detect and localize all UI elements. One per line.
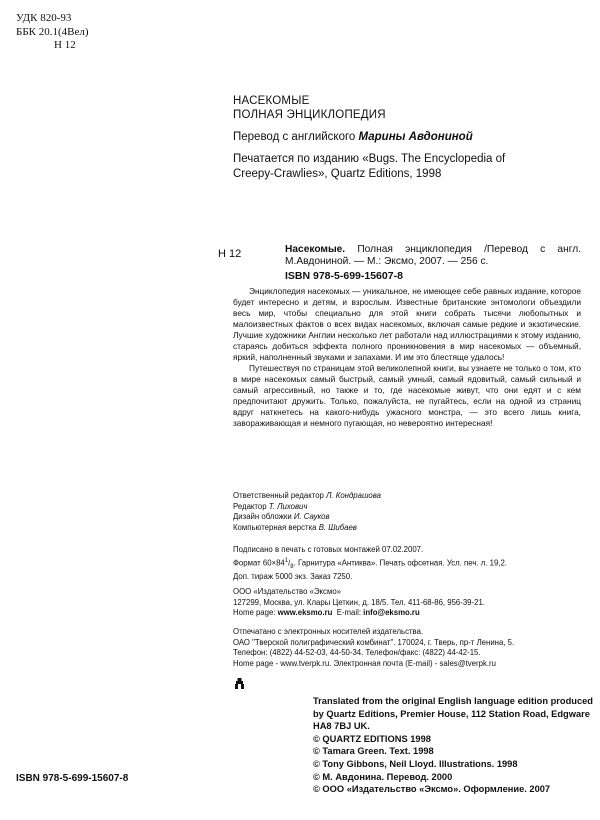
title-line-2: ПОЛНАЯ ЭНЦИКЛОПЕДИЯ xyxy=(233,109,386,121)
format-fraction-den: 8 xyxy=(290,563,294,570)
credit-line xyxy=(233,491,381,502)
translator-name: Марины Авдониной xyxy=(358,131,473,143)
format-text: Формат 60×84 xyxy=(233,558,285,568)
credit-en-line: Translated from the original English language edition produced xyxy=(313,696,593,706)
translation-prefix: Перевод с английского xyxy=(233,131,356,143)
annotation-paragraph: Энциклопедия насекомых — уникальное, не имеющее себе равных издание, которое будет интересно и детям, и взрослым. Известные британские энтомологи объездили весь мир, чтобы специально для этой книги собрать тысячи любопытных и малоизвестных фактов о всех видах насекомых, включая самые редкие и экзотические. Лучшие художники Англии несколько лет работали над иллюстрациями к этому изданию, стараясь добиться эффекта полного проникновения в мир насекомых — объемный, яркий, наполненный звуками и запахами. И им это блестяще удалось! xyxy=(233,286,581,362)
credit-role: Компьютерная верстка xyxy=(233,522,317,532)
print-line: Формат $60\times 84^1/_8$. Гарнитура «Антиква». Печать офсетная. Усл. печ. л. 19,2. xyxy=(233,557,507,570)
credit-role: Дизайн обложки xyxy=(233,512,292,521)
udk-code: УДК 820-93 xyxy=(16,12,72,24)
publisher-info xyxy=(233,587,485,619)
editorial-credits xyxy=(233,491,381,533)
credit-en-line: HA8 7BJ UK. xyxy=(313,721,370,732)
publisher-contacts xyxy=(233,608,485,619)
credit-name: И. Сауков xyxy=(293,512,330,521)
bibliographic-code: Н 12 xyxy=(218,248,242,260)
format-fraction-num: 1 xyxy=(284,557,289,564)
author-mark: Н 12 xyxy=(54,39,76,51)
print-info xyxy=(233,545,507,583)
credit-name: В. Шибаев xyxy=(318,522,357,532)
book-title xyxy=(233,94,386,122)
credit-line xyxy=(233,502,381,513)
publisher-website-link[interactable]: www.eksmo.ru xyxy=(277,608,333,617)
credit-en-line: © ООО «Издательство «Эксмо». Оформление. 2007 xyxy=(313,784,551,795)
original-edition: Печатается по изданию «Bugs. The Encyclopedia of Creepy-Crawlies», Quartz Editions, 1998 xyxy=(233,153,506,180)
printer-mark-icon xyxy=(235,678,244,689)
isbn-main: ISBN 978-5-699-15607-8 xyxy=(285,270,403,282)
credit-en-line: © Tony Gibbons, Neil Lloyd. Illustrations. 1998 xyxy=(313,758,518,769)
annotation-paragraph: Путешествуя по страницам этой великолепной книги, вы узнаете не только о том, кто в мире насекомых самый быстрый, самый умный, самый ядовитый, самый сильный и самый агрессивный, но также и то, где насекомые живут, что они едят и с кем предпочитают дружить. Только, пожалуйста, не пугайтесь, если на одной из страниц вдруг наткнетесь на какого-нибудь ужасного монстра, — это всего лишь книга, завораживающая и немного пугающая, но невероятно интересная! xyxy=(233,363,581,428)
bbk-code: ББК 20.1(4Вел) xyxy=(16,25,89,38)
credit-line xyxy=(233,512,381,523)
credit-role: Редактор xyxy=(233,501,267,511)
bibliographic-record xyxy=(285,244,581,268)
bibliographic-title: Насекомые. xyxy=(285,244,346,255)
publisher-name: ООО «Издательство «Эксмо» xyxy=(233,587,341,596)
print-line: Подписано в печать с готовых монтажей 07.02.2007. xyxy=(233,545,424,554)
printing-house-info xyxy=(233,627,514,669)
format-rest: . Гарнитура «Антиква». Печать офсетная. Усл. печ. л. 19,2. xyxy=(293,558,507,568)
annotation xyxy=(233,286,581,429)
print-line: Доп. тираж 5000 экз. Заказ 7250. xyxy=(233,572,353,582)
web-prefix: Home page: xyxy=(233,608,278,617)
credit-name: Л. Кондрашова xyxy=(326,491,381,500)
bibliographic-rest: Полная энциклопедия /Перевод с англ. М.Авдониной. — М.: Эксмо, 2007. — 256 с. xyxy=(285,244,581,267)
title-line-1: НАСЕКОМЫЕ xyxy=(233,95,310,107)
publisher-email-link[interactable]: info@eksmo.ru xyxy=(363,608,420,617)
isbn-footer: ISBN 978-5-699-15607-8 xyxy=(16,773,129,784)
credit-en-line: by Quartz Editions, Premier House, 112 Station Road, Edgware xyxy=(313,708,590,719)
english-credits xyxy=(313,695,593,796)
email-prefix: E-mail: xyxy=(332,608,364,617)
credit-en-line: © QUARTZ EDITIONS 1998 xyxy=(313,733,431,744)
credit-name: Т. Лихович xyxy=(268,501,308,511)
credit-en-line: © М. Авдонина. Перевод. 2000 xyxy=(313,771,453,782)
publisher-address: 127299, Москва, ул. Клары Цеткин, д. 18/5. Тел. 411-68-86, 956-39-21. xyxy=(233,597,485,607)
credit-role: Ответственный редактор xyxy=(233,491,324,500)
typo-line: Home page - www.tverpk.ru. Электронная почта (E-mail) - sales@tverpk.ru xyxy=(233,658,496,668)
credit-en-line: © Tamara Green. Text. 1998 xyxy=(313,746,434,757)
credit-line xyxy=(233,523,381,534)
classification-codes xyxy=(16,12,89,53)
typo-line: Телефон: (4822) 44-52-03, 44-50-34. Телефон/факс: (4822) 44-42-15. xyxy=(233,648,481,657)
typo-line: Отпечатано с электронных носителей издательства. xyxy=(233,627,424,636)
translation-line xyxy=(233,130,473,144)
typo-line: ОАО "Тверской полиграфический комбинат". 170024, г. Тверь, пр-т Ленина, 5. xyxy=(233,637,515,647)
